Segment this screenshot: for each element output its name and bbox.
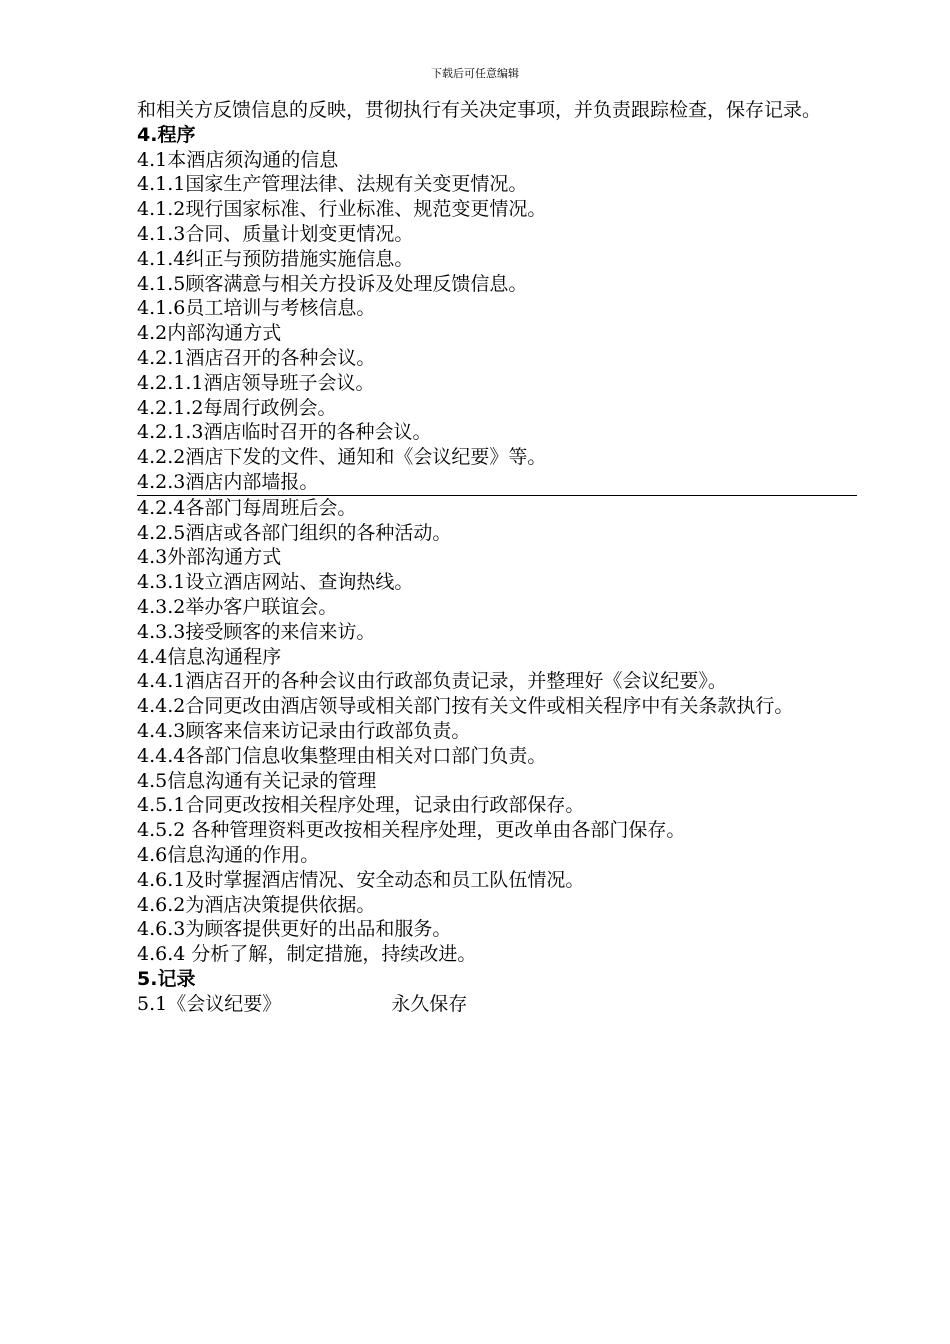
page-header: 下载后可任意编辑 — [431, 67, 519, 80]
list-item: 4.5.1合同更改按相关程序处理，记录由行政部保存。 — [137, 794, 585, 817]
list-item: 4.1本酒店须沟通的信息 — [137, 148, 339, 171]
list-item: 4.2.1.3酒店临时召开的各种会议。 — [137, 421, 432, 444]
list-item: 4.4.4各部门信息收集整理由相关对口部门负责。 — [137, 744, 547, 767]
list-item: 4.4信息沟通程序 — [137, 645, 282, 668]
list-item: 4.1.3合同、质量计划变更情况。 — [137, 222, 414, 245]
list-item: 4.4.2合同更改由酒店领导或相关部门按有关文件或相关程序中有关条款执行。 — [137, 695, 794, 718]
list-item: 4.1.6员工培训与考核信息。 — [137, 297, 376, 320]
list-item: 4.2.5酒店或各部门组织的各种活动。 — [137, 521, 452, 544]
section-heading-procedure: 4.程序 — [137, 123, 196, 146]
list-item: 4.6.3为顾客提供更好的出品和服务。 — [137, 918, 452, 941]
record-name: 5.1《会议纪要》 — [137, 992, 282, 1015]
list-item: 4.3.1设立酒店网站、查询热线。 — [137, 571, 414, 594]
list-item: 4.6.1及时掌握酒店情况、安全动态和员工队伍情况。 — [137, 868, 585, 891]
list-item: 4.3.2举办客户联谊会。 — [137, 595, 338, 618]
list-item: 4.4.3顾客来信来访记录由行政部负责。 — [137, 719, 471, 742]
list-item: 4.2.1.2每周行政例会。 — [137, 396, 337, 419]
list-item: 4.2.1酒店召开的各种会议。 — [137, 346, 376, 369]
list-item: 4.2.4各部门每周班后会。 — [137, 496, 357, 519]
record-row — [137, 992, 857, 1017]
list-item: 4.5.2 各种管理资料更改按相关程序处理，更改单由各部门保存。 — [137, 819, 686, 842]
list-item: 4.6.4 分析了解，制定措施，持续改进。 — [137, 943, 477, 966]
list-item: 4.4.1酒店召开的各种会议由行政部负责记录，并整理好《会议纪要》。 — [137, 670, 727, 693]
list-item: 4.1.2现行国家标准、行业标准、规范变更情况。 — [137, 198, 547, 221]
document-body — [137, 98, 857, 1016]
list-item: 4.2内部沟通方式 — [137, 322, 282, 345]
section-heading-records: 5.记录 — [137, 967, 196, 990]
list-item: 4.5信息沟通有关记录的管理 — [137, 769, 377, 792]
list-item: 4.2.2酒店下发的文件、通知和《会议纪要》等。 — [137, 446, 547, 469]
record-retention: 永久保存 — [391, 992, 468, 1015]
list-item: 4.6.2为酒店决策提供依据。 — [137, 893, 376, 916]
list-item: 4.1.4纠正与预防措施实施信息。 — [137, 247, 414, 270]
list-item: 4.3.3接受顾客的来信来访。 — [137, 620, 376, 643]
list-item: 4.3外部沟通方式 — [137, 546, 282, 569]
list-item: 4.1.5顾客满意与相关方投诉及处理反馈信息。 — [137, 272, 528, 295]
list-item: 4.1.1国家生产管理法律、法规有关变更情况。 — [137, 173, 528, 196]
list-item: 4.2.1.1酒店领导班子会议。 — [137, 371, 375, 394]
list-item-underlined: 4.2.3酒店内部墙报。 — [137, 470, 857, 496]
list-item: 4.6信息沟通的作用。 — [137, 843, 320, 866]
intro-paragraph: 和相关方反馈信息的反映，贯彻执行有关决定事项，并负责跟踪检查，保存记录。 — [137, 99, 822, 121]
